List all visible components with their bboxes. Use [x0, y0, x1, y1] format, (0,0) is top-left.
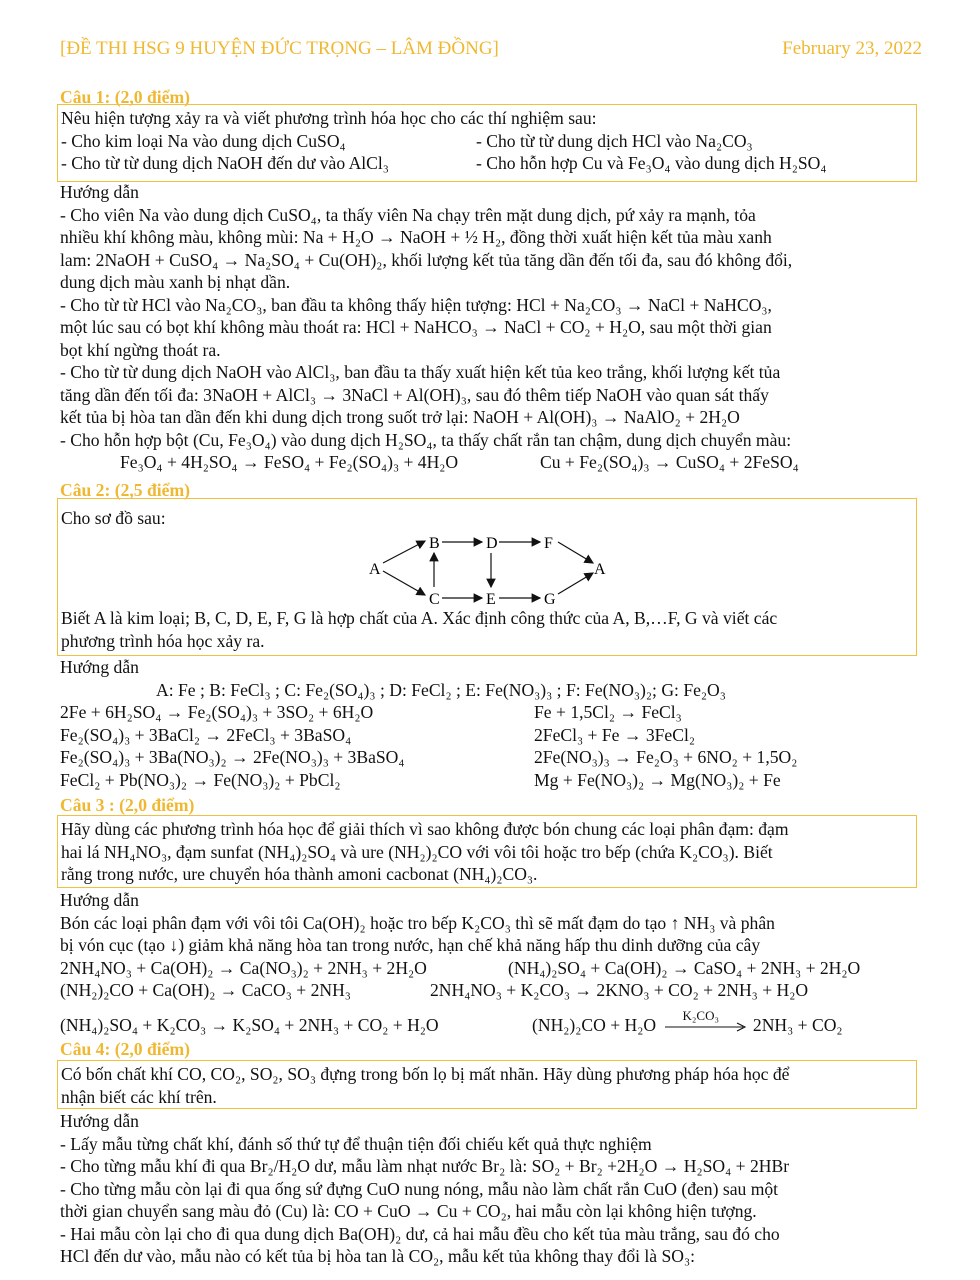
question-2-text	[61, 607, 777, 652]
answer-line: A: Fe ; B: FeCl₃ ; C: Fe₂(SO₄)₃ ; D: FeCl₂ ; E: Fe(NO₃)₃ ; F: Fe(NO₃)₂; G: Fe₂O₃	[156, 679, 726, 700]
question-2-prompt: Cho sơ đồ sau:	[61, 508, 166, 528]
guide-label: Hướng dẫn	[60, 1111, 139, 1131]
answer-line: kết tủa bị hòa tan dần đến khi dung dịch trong suốt trở lại: NaOH + Al(OH)₃ → NaAlO₂ + 2H₂O	[60, 407, 740, 427]
node-A-left: A	[369, 561, 381, 578]
question-4-line: Có bốn chất khí CO, CO₂, SO₂, SO₃ đựng trong bốn lọ bị mất nhãn. Hãy dùng phương pháp hóa học để	[61, 1064, 790, 1084]
answer-line: dung dịch màu xanh bị nhạt dần.	[60, 272, 291, 292]
equation: 2FeCl₃ + Fe → 3FeCl₂	[534, 724, 695, 745]
answer-line: - Cho viên Na vào dung dịch CuSO₄, ta thấy viên Na chạy trên mặt dung dịch, pứ xảy ra mạnh, tỏa	[60, 204, 756, 225]
equation: Fe₃O₄ + 4H₂SO₄ → FeSO₄ + Fe₂(SO₄)₃ + 4H₂O	[120, 452, 459, 472]
equation: Cu + Fe₂(SO₄)₃ → CuSO₄ + 2FeSO₄	[540, 452, 799, 472]
equation: (NH₄)₂SO₄ + Ca(OH)₂ → CaSO₄ + 2NH₃ + 2H₂O	[508, 957, 861, 978]
question-1-items-row-1	[61, 130, 916, 153]
arrow-A-B	[383, 541, 425, 563]
answer-line: thời gian chuyển sang màu đỏ (Cu) là: CO + CuO → Cu + CO₂, hai mẫu còn lại không hiện tượng.	[60, 1201, 757, 1221]
arrow-F-A	[558, 542, 593, 563]
equation: Fe₂(SO₄)₃ + 3Ba(NO₃)₂ → 2Fe(NO₃)₃ + 3BaSO₄	[60, 747, 405, 767]
equation-row	[60, 1007, 920, 1037]
node-A-right: A	[594, 561, 606, 578]
node-D: D	[486, 535, 498, 552]
question-4-answer	[60, 1110, 920, 1268]
question-2-answer	[60, 656, 920, 791]
equation-row	[60, 769, 920, 792]
question-1-prompt: Nêu hiện tượng xảy ra và viết phương trình hóa học cho các thí nghiệm sau:	[61, 108, 597, 128]
question-3-title: Câu 3 : (2,0 điểm)	[60, 795, 195, 815]
node-E: E	[486, 591, 496, 607]
equation: Fe + 1,5Cl₂ → FeCl₃	[534, 702, 682, 722]
question-4-box	[57, 1060, 917, 1109]
question-4-line: nhận biết các khí trên.	[61, 1086, 217, 1107]
equation-reactants: (NH₂)₂CO + H₂O	[532, 1014, 657, 1035]
node-C: C	[429, 591, 440, 607]
equation: 2Fe(NO₃)₃ → Fe₂O₃ + 6NO₂ + 1,5O₂	[534, 747, 798, 767]
question-1-item: - Cho từ từ dung dịch NaOH đến dư vào AlCl₃	[61, 153, 389, 173]
answer-line: nhiều khí không màu, không mùi: Na + H₂O → NaOH + ½ H₂, đồng thời xuất hiện kết tủa màu xanh	[60, 227, 772, 247]
answer-line: lam: 2NaOH + CuSO₄ → Na₂SO₄ + Cu(OH)₂, khối lượng kết tủa tăng dần đến tối đa, sau đó không đổi,	[60, 249, 793, 270]
header-title: [ĐỀ THI HSG 9 HUYỆN ĐỨC TRỌNG – LÂM ĐỒNG]	[60, 38, 499, 59]
answer-line: một lúc sau có bọt khí không màu thoát ra: HCl + NaHCO₃ → NaCl + CO₂ + H₂O, sau một thời gian	[60, 317, 772, 337]
equation: FeCl₂ + Pb(NO₃)₂ → Fe(NO₃)₂ + PbCl₂	[60, 769, 341, 790]
question-2-title: Câu 2: (2,5 điểm)	[60, 480, 190, 500]
question-1-box	[57, 104, 917, 182]
answer-line: - Cho từ từ HCl vào Na₂CO₃, ban đầu ta không thấy hiện tượng: HCl + Na₂CO₃ → NaCl + NaHCO₃,	[60, 294, 772, 315]
arrow-G-A	[558, 573, 593, 594]
node-F: F	[544, 535, 553, 552]
equation	[532, 1007, 843, 1037]
answer-line: - Cho từ từ dung dịch NaOH vào AlCl₃, ban đầu ta thấy xuất hiện kết tủa keo trắng, khối lượng kết tủa	[60, 362, 781, 382]
question-2-box	[57, 498, 917, 656]
question-1-item: - Cho kim loại Na vào dung dịch CuSO₄	[61, 130, 346, 151]
question-3-line: Hãy dùng các phương trình hóa học để giải thích vì sao không được bón chung các loại phân đạm: đạm	[61, 819, 789, 839]
equation-row	[60, 724, 920, 747]
answer-line: - Hai mẫu còn lại cho đi qua dung dịch Ba(OH)₂ dư, cả hai mẫu đều cho kết tủa màu trắng, sau đó cho	[60, 1223, 780, 1244]
equation: Mg + Fe(NO₃)₂ → Mg(NO₃)₂ + Fe	[534, 769, 781, 790]
arrow-A-C	[383, 571, 425, 595]
equation: (NH₄)₂SO₄ + K₂CO₃ → K₂SO₄ + 2NH₃ + CO₂ + H₂O	[60, 1014, 439, 1035]
equation-row	[60, 451, 920, 474]
equation: 2NH₄NO₃ + Ca(OH)₂ → Ca(NO₃)₂ + 2NH₃ + 2H₂O	[60, 957, 427, 978]
node-B: B	[429, 535, 440, 552]
question-1-item: - Cho từ từ dung dịch HCl vào Na₂CO₃	[476, 130, 753, 151]
answer-line: - Cho từng mẫu còn lại đi qua ống sứ đựng CuO nung nóng, mẫu nào làm chất rắn CuO (đen) sau một	[60, 1178, 779, 1199]
answer-line: tăng dần đến tối đa: 3NaOH + AlCl₃ → 3NaCl + Al(OH)₃, sau đó thêm tiếp NaOH vào quan sát thấy	[60, 384, 769, 405]
node-G: G	[544, 591, 556, 607]
question-3-line: hai lá NH₄NO₃, đạm sunfat (NH₄)₂SO₄ và ure (NH₂)₂CO với vôi tôi hoặc tro bếp (chứa K₂CO₃). Biết	[61, 841, 773, 862]
question-1-items-row-2	[61, 152, 916, 175]
reaction-diagram	[363, 527, 663, 607]
answer-line: Bón các loại phân đạm với vôi tôi Ca(OH)₂ hoặc tro bếp K₂CO₃ thì sẽ mất đạm do tạo ↑ NH₃ và phân	[60, 912, 775, 933]
question-1-answer	[60, 181, 920, 474]
guide-label: Hướng dẫn	[60, 182, 139, 202]
question-4-title: Câu 4: (2,0 điểm)	[60, 1039, 190, 1059]
equation-row	[60, 957, 920, 980]
question-1-title: Câu 1: (2,0 điểm)	[60, 87, 190, 107]
question-3-line: rằng trong nước, ure chuyển hóa thành amoni cacbonat (NH₄)₂CO₃.	[61, 864, 538, 884]
equation: 2NH₄NO₃ + K₂CO₃ → 2KNO₃ + CO₂ + 2NH₃ + H₂O	[430, 980, 809, 1000]
equation-row	[60, 746, 920, 769]
answer-line: - Lấy mẫu từng chất khí, đánh số thứ tự để thuận tiện đối chiếu kết quả thực nghiệm	[60, 1133, 652, 1154]
answer-line: bị vón cục (tạo ↓) giảm khả năng hòa tan trong nước, hạn chế khả năng hấp thu dinh dưỡng của cây	[60, 935, 761, 955]
question-2-line: phương trình hóa học xảy ra.	[61, 630, 265, 651]
header-date: February 23, 2022	[782, 38, 922, 59]
question-1-item: - Cho hỗn hợp Cu và Fe₃O₄ vào dung dịch H₂SO₄	[476, 153, 827, 173]
answer-line: HCl đến dư vào, mẫu nào có kết tủa bị hòa tan là CO₂, mẫu kết tủa không thay đổi là SO₃:	[60, 1246, 696, 1266]
question-2-line: Biết A là kim loại; B, C, D, E, F, G là hợp chất của A. Xác định công thức của A, B,…F, G và viết các	[61, 608, 778, 628]
guide-label: Hướng dẫn	[60, 657, 139, 677]
catalyst-arrow	[661, 1007, 749, 1036]
answer-line: - Cho hỗn hợp bột (Cu, Fe₃O₄) vào dung dịch H₂SO₄, ta thấy chất rắn tan chậm, dung dịch chuyển màu:	[60, 429, 792, 450]
equation: Fe₂(SO₄)₃ + 3BaCl₂ → 2FeCl₃ + 3BaSO₄	[60, 724, 352, 745]
guide-label: Hướng dẫn	[60, 890, 139, 910]
equation-row	[60, 979, 920, 1002]
catalyst-label: K₂CO₃	[682, 1007, 720, 1023]
equation: 2Fe + 6H₂SO₄ → Fe₂(SO₄)₃ + 3SO₂ + 6H₂O	[60, 702, 374, 722]
question-3-box	[57, 815, 917, 888]
equation: (NH₂)₂CO + Ca(OH)₂ → CaCO₃ + 2NH₃	[60, 980, 351, 1000]
answer-line: - Cho từng mẫu khí đi qua Br₂/H₂O dư, mẫu làm nhạt nước Br₂ là: SO₂ + Br₂ +2H₂O → H₂SO₄ + 2HBr	[60, 1156, 790, 1176]
equation-row	[60, 701, 920, 724]
equation-products: 2NH₃ + CO₂	[752, 1014, 843, 1035]
answer-line: bọt khí ngừng thoát ra.	[60, 339, 221, 360]
question-3-answer	[60, 889, 920, 1036]
